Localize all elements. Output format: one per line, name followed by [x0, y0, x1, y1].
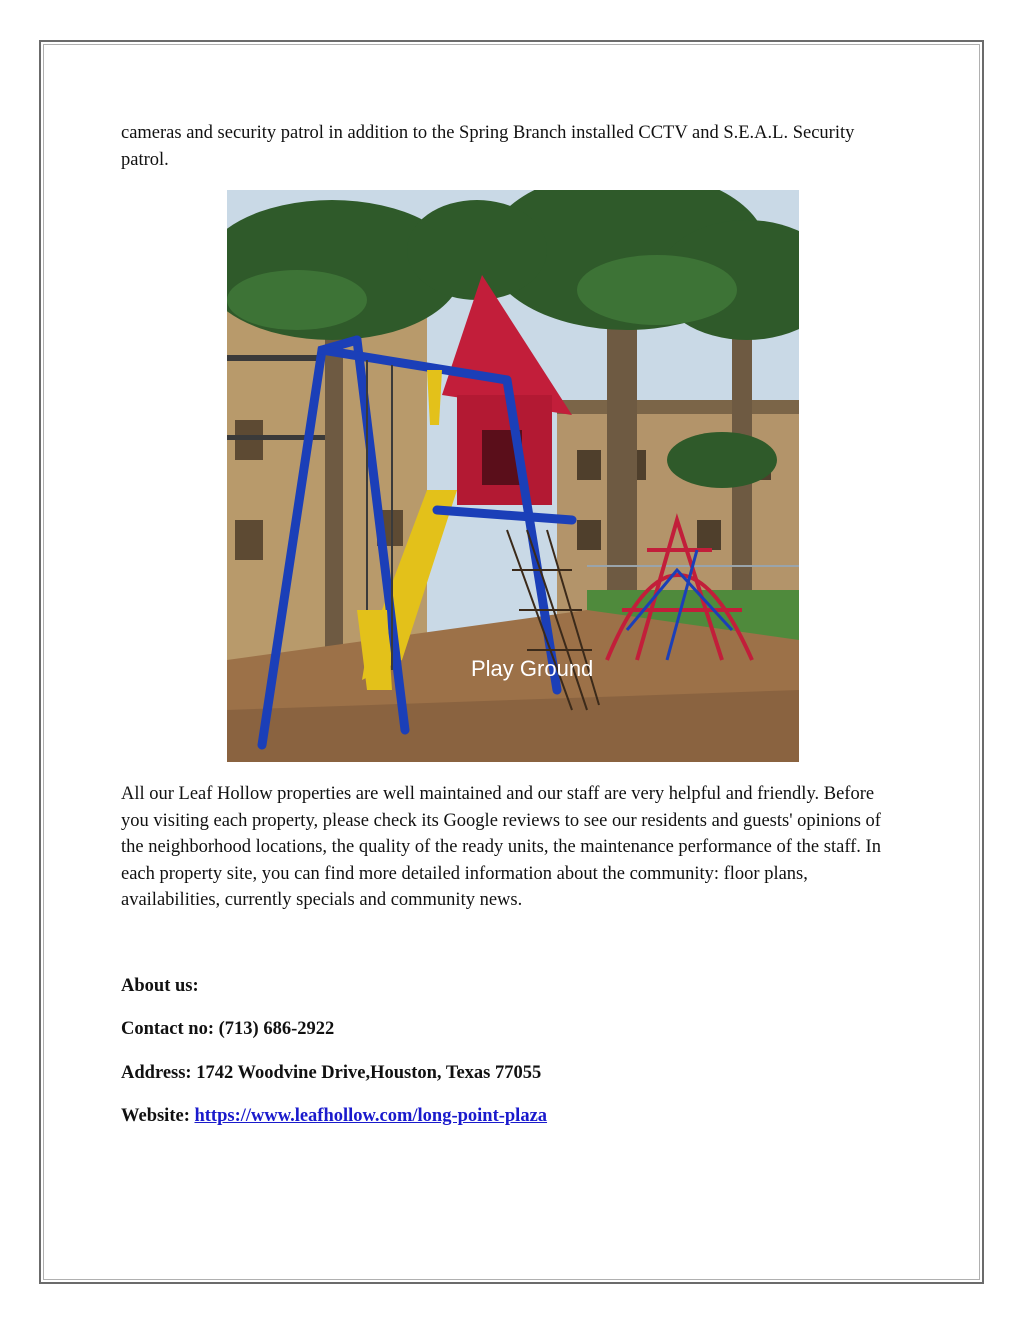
address-line: Address: 1742 Woodvine Drive,Houston, Texas 77055	[121, 1063, 542, 1083]
website-link[interactable]: https://www.leafhollow.com/long-point-plaza	[194, 1106, 548, 1126]
main-paragraph: All our Leaf Hollow properties are well maintained and our staff are very helpful and friendly. Before you visiting each property, please check its Google reviews to see our residents and guests' opinions of the neighborhood locations, the quality of the ready units, the maintenance performance of the staff. In each property site, you can find more detailed information about the community: floor plans, availabilities, currently specials and community news.	[121, 784, 881, 910]
playground-photo	[227, 190, 799, 762]
website-label: Website:	[121, 1106, 195, 1126]
contact-number: Contact no: (713) 686-2922	[121, 1019, 335, 1039]
website-line	[121, 1104, 547, 1128]
intro-paragraph: cameras and security patrol in addition to the Spring Branch installed CCTV and S.E.A.L. Security patrol.	[121, 123, 855, 170]
about-heading: About us:	[121, 976, 199, 996]
photo-caption: Play Ground	[471, 656, 594, 681]
